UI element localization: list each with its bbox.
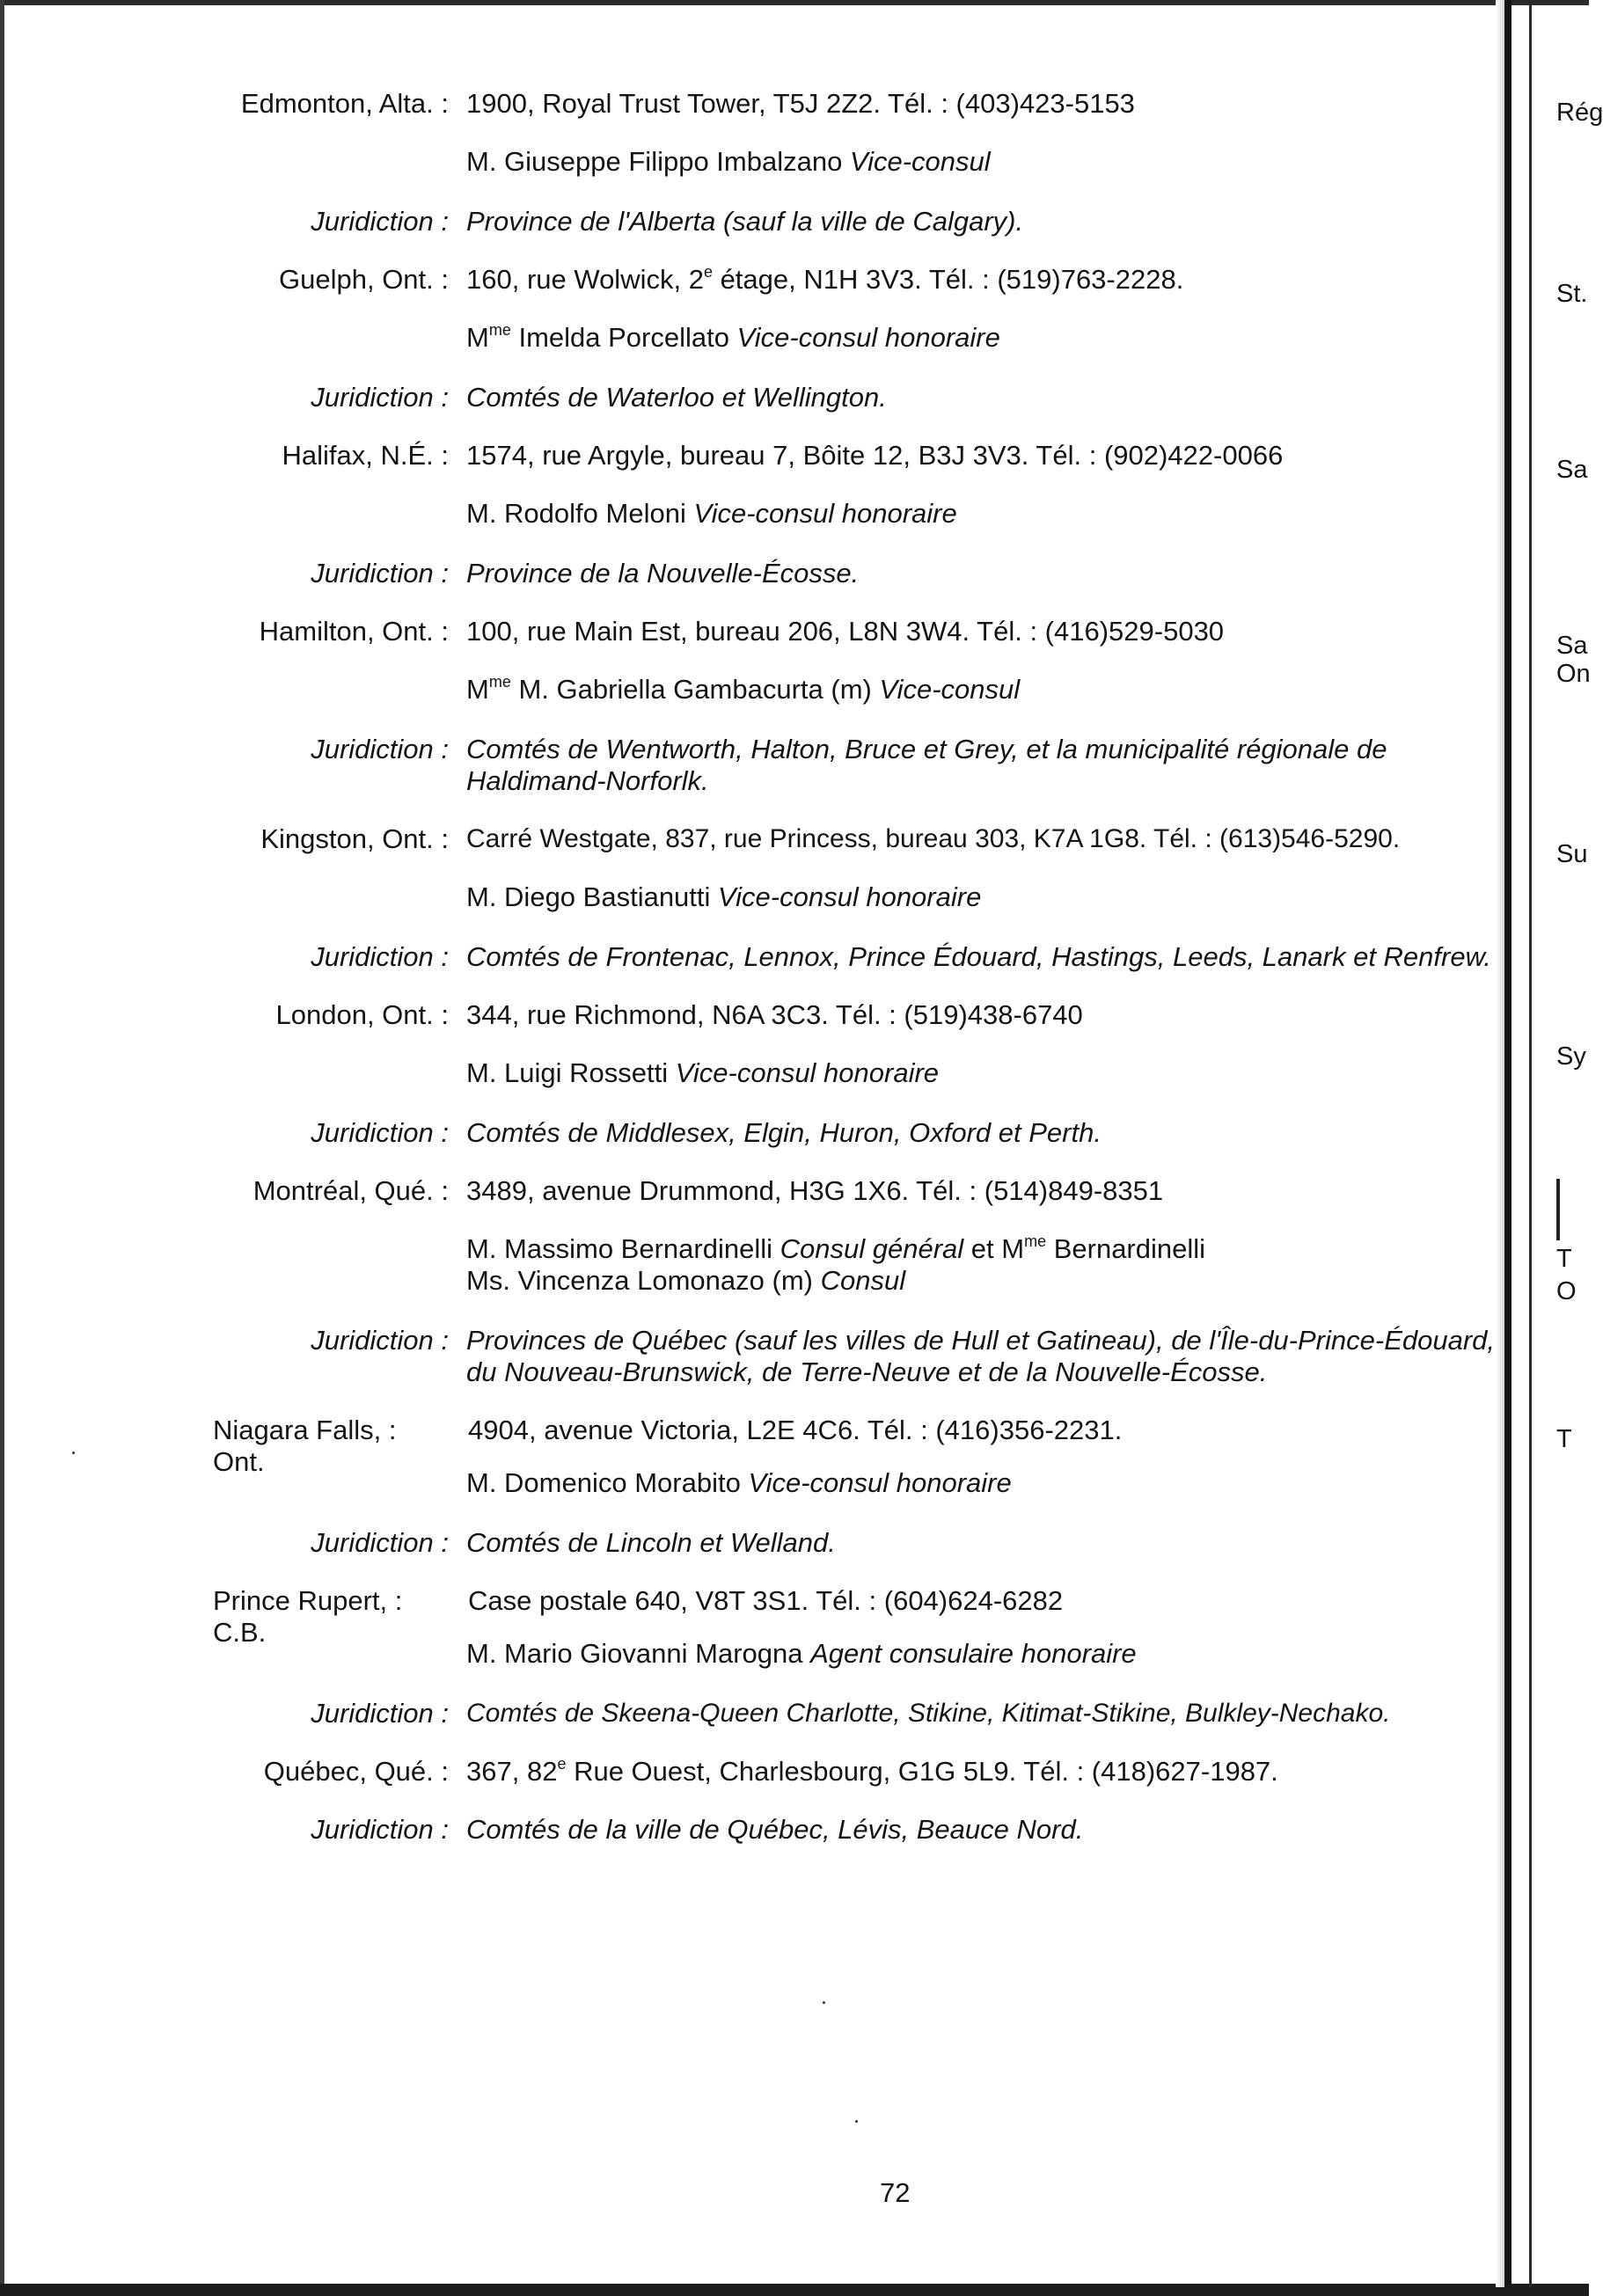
jurisdiction-label: Juridiction :	[311, 1527, 449, 1558]
address: 1574, rue Argyle, bureau 7, Bôite 12, B3J 3V3. Tél. : (902)422-0066	[466, 440, 1284, 471]
consulate-entry	[211, 88, 1504, 238]
scan-speck	[855, 2120, 858, 2123]
consulate-entry	[211, 999, 1504, 1149]
consul-line	[466, 498, 1504, 530]
address: 367, 82e Rue Ouest, Charlesbourg, G1G 5L9. Tél. : (418)627-1987.	[466, 1754, 1278, 1787]
adjacent-page-text: O	[1556, 1277, 1577, 1305]
consulate-entry	[211, 1175, 1504, 1388]
consul-name: M. Giuseppe Filippo Imbalzano	[466, 146, 843, 177]
city-label: Prince Rupert, : C.B.	[213, 1585, 403, 1648]
address: 3489, avenue Drummond, H3G 1X6. Tél. : (514)849-8351	[466, 1175, 1164, 1206]
city-label: Kingston, Ont. :	[260, 823, 449, 854]
consulate-entry	[211, 264, 1504, 413]
consul-title: Vice-consul honoraire	[748, 1467, 1012, 1498]
consul-name: M. Domenico Morabito	[466, 1467, 741, 1498]
adjacent-page-text: Sy	[1556, 1042, 1586, 1071]
jurisdiction-text: Comtés de la ville de Québec, Lévis, Beauce Nord.	[466, 1814, 1084, 1845]
consul-line	[466, 1265, 905, 1296]
city-label: Hamilton, Ont. :	[259, 616, 449, 647]
scan-speck	[823, 2001, 825, 2004]
adjacent-page-text: Su	[1556, 840, 1588, 868]
adjacent-page-text: Sa	[1556, 456, 1588, 484]
jurisdiction-label: Juridiction :	[311, 1814, 449, 1845]
jurisdiction-label: Juridiction :	[311, 734, 449, 764]
consul-spouse: et $M^{me}$ Bernardinelli	[970, 1232, 1206, 1264]
jurisdiction-text: Comtés de Lincoln et Welland.	[466, 1527, 836, 1558]
consulate-list	[211, 88, 1504, 1872]
consul-title: Agent consulaire honoraire	[810, 1638, 1137, 1669]
jurisdiction-text: Comtés de Frontenac, Lennox, Prince Édouard, Hastings, Leeds, Lanark et Renfrew.	[466, 941, 1491, 972]
consul-name: Ms. Vincenza Lomonazo (m)	[466, 1265, 813, 1296]
consul-name: M. Mario Giovanni Marogna	[466, 1638, 803, 1669]
jurisdiction-label: Juridiction :	[311, 1325, 449, 1356]
city-label: Halifax, N.É. :	[282, 440, 449, 471]
page-number: 72	[880, 2177, 911, 2208]
jurisdiction-label: Juridiction :	[311, 558, 449, 589]
address: 100, rue Main Est, bureau 206, L8N 3W4. Tél. : (416)529-5030	[466, 616, 1225, 647]
jurisdiction-text: Comtés de Wentworth, Halton, Bruce et Grey, et la municipalité régionale de Haldimand-Norforlk.	[466, 734, 1387, 796]
consul-title: Vice-consul honoraire	[718, 881, 982, 912]
city-label: Québec, Qué. :	[263, 1756, 449, 1787]
consul-line	[466, 1057, 1504, 1089]
city-label: Edmonton, Alta. :	[240, 88, 449, 119]
consul-title: Vice-consul	[879, 674, 1021, 705]
address: 1900, Royal Trust Tower, T5J 2Z2. Tél. : (403)423-5153	[466, 88, 1135, 119]
address: Carré Westgate, 837, rue Princess, bureau 303, K7A 1G8. Tél. : (613)546-5290.	[466, 824, 1401, 853]
consul-line	[466, 1638, 1504, 1670]
consulate-entry	[211, 1585, 1504, 1729]
consul-lines	[466, 1233, 1504, 1297]
city-label: London, Ont. :	[275, 999, 449, 1030]
consul-line	[466, 1467, 1504, 1499]
address: 160, rue Wolwick, 2e étage, N1H 3V3. Tél. : (519)763-2228.	[466, 262, 1184, 295]
adjacent-page-fragment	[1532, 0, 1603, 2287]
consul-name: M. Luigi Rossetti	[466, 1057, 669, 1088]
consul-title: Consul	[820, 1265, 906, 1296]
jurisdiction-label: Juridiction :	[311, 382, 449, 413]
consul-line	[466, 674, 1504, 706]
binding-edge	[1504, 0, 1512, 2287]
jurisdiction-text: Provinces de Québec (sauf les villes de Hull et Gatineau), de l'Île-du-Prince-Édouard, du Nouveau-Brunswick, de Terre-Neuve et de la Nouvelle-Écosse.	[466, 1325, 1496, 1387]
adjacent-page-text: T	[1556, 1245, 1572, 1273]
consul-line	[466, 1233, 1205, 1264]
jurisdiction-text: Comtés de Waterloo et Wellington.	[466, 382, 887, 413]
adjacent-page-text: Rég	[1556, 99, 1603, 127]
consul-line	[466, 146, 1504, 178]
consul-title: Vice-consul	[849, 146, 991, 177]
consul-name: $M^{me}$ M. Gabriella Gambacurta (m)	[466, 672, 872, 705]
city-label: Niagara Falls, : Ont.	[213, 1415, 397, 1477]
jurisdiction-label: Juridiction :	[311, 941, 449, 972]
jurisdiction-text: Province de l'Alberta (sauf la ville de Calgary).	[466, 206, 1024, 237]
jurisdiction-text: Comtés de Skeena-Queen Charlotte, Stikine, Kitimat-Stikine, Bulkley-Nechako.	[466, 1699, 1391, 1728]
address: 4904, avenue Victoria, L2E 4C6. Tél. : (416)356-2231.	[468, 1415, 1123, 1445]
adjacent-page-text: On	[1556, 660, 1591, 688]
consulate-entry	[211, 1756, 1504, 1846]
consul-line	[466, 881, 1504, 913]
jurisdiction-text: Province de la Nouvelle-Écosse.	[466, 558, 860, 589]
consul-title: Consul général	[780, 1233, 964, 1264]
consulate-entry	[211, 440, 1504, 589]
scan-edge-left	[0, 0, 4, 2296]
city-label: Montréal, Qué. :	[253, 1175, 449, 1206]
jurisdiction-label: Juridiction :	[311, 1698, 449, 1729]
scan-speck	[72, 1451, 75, 1454]
jurisdiction-label: Juridiction :	[311, 1117, 449, 1148]
consul-title: Vice-consul honoraire	[675, 1057, 940, 1088]
consulate-entry	[211, 1415, 1504, 1559]
adjacent-page-rule	[1556, 1179, 1560, 1240]
consul-name: M. Massimo Bernardinelli	[466, 1233, 772, 1264]
address: 344, rue Richmond, N6A 3C3. Tél. : (519)438-6740	[466, 999, 1083, 1030]
jurisdiction-text: Comtés de Middlesex, Elgin, Huron, Oxford et Perth.	[466, 1117, 1102, 1148]
adjacent-page-text: Sa	[1556, 632, 1588, 660]
city-label: Guelph, Ont. :	[279, 264, 449, 295]
consulate-entry	[211, 616, 1504, 797]
consul-line	[466, 322, 1504, 354]
jurisdiction-label: Juridiction :	[311, 206, 449, 237]
consulate-entry	[211, 823, 1504, 973]
consul-name: M. Rodolfo Meloni	[466, 498, 686, 529]
address: Case postale 640, V8T 3S1. Tél. : (604)624-6282	[468, 1585, 1064, 1616]
adjacent-page-text: St.	[1556, 280, 1588, 308]
consul-title: Vice-consul honoraire	[693, 498, 957, 529]
scan-edge-bottom	[0, 2284, 1589, 2296]
scan-edge-top	[0, 0, 1589, 5]
adjacent-page-text: T	[1556, 1425, 1572, 1453]
consul-name: M. Diego Bastianutti	[466, 881, 711, 912]
consul-name: $M^{me}$ Imelda Porcellato	[466, 320, 729, 353]
consul-title: Vice-consul honoraire	[736, 322, 1000, 353]
